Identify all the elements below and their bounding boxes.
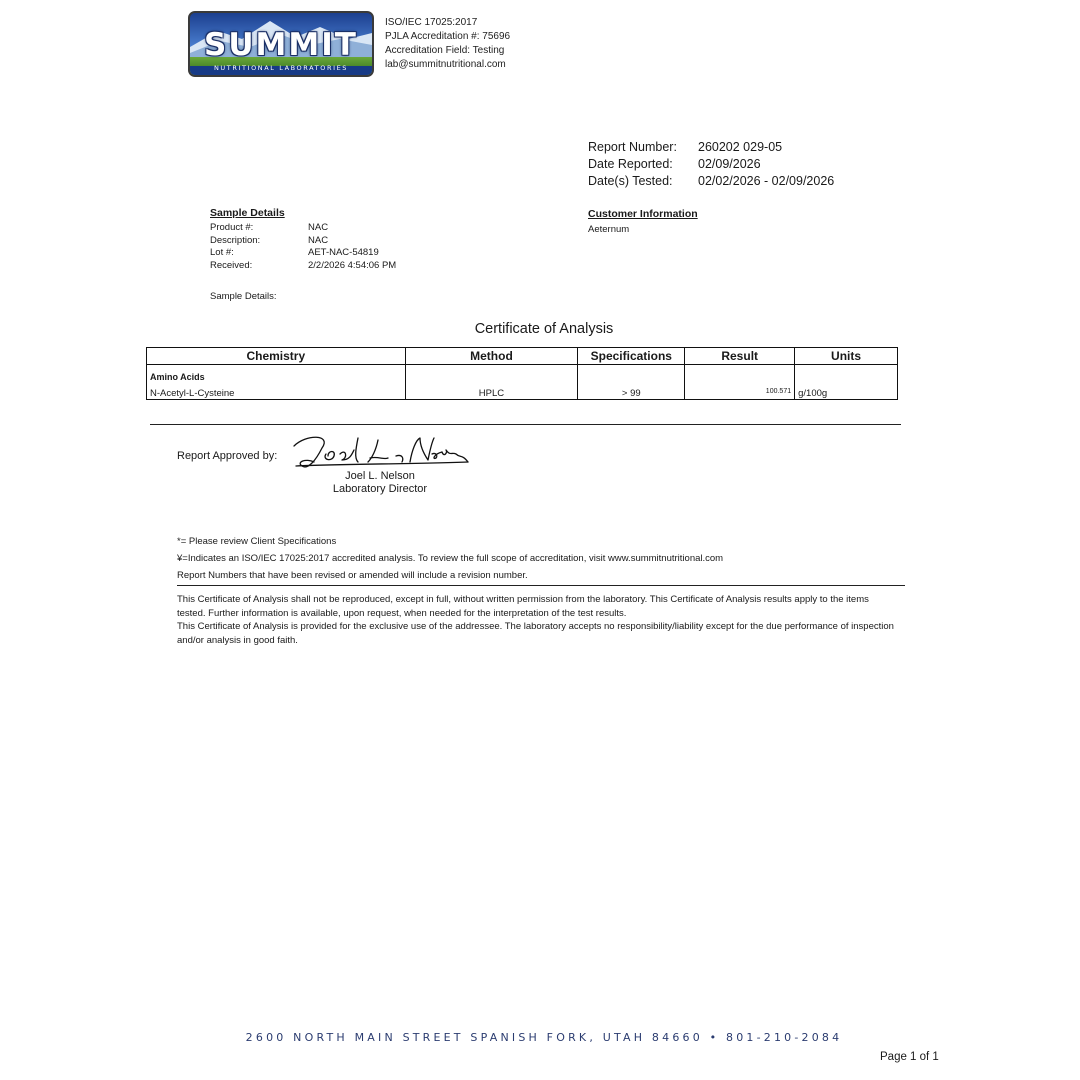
lot-row	[210, 247, 396, 260]
header-units: Units	[795, 348, 898, 365]
header-result: Result	[685, 348, 795, 365]
note-accredited: ¥=Indicates an ISO/IEC 17025:2017 accredited analysis. To review the full scope of accreditation, visit www.summitnutritional.com	[177, 553, 724, 564]
dates-tested: 02/02/2026 - 02/09/2026	[698, 174, 835, 188]
table-header-row	[147, 348, 898, 365]
dates-tested-label: Date(s) Tested:	[588, 174, 673, 188]
signer-name: Joel L. Nelson	[345, 470, 415, 482]
description-label: Description:	[210, 234, 261, 246]
sample-details-note-label: Sample Details:	[210, 291, 277, 302]
divider-top	[150, 424, 901, 425]
table-group-row	[147, 365, 898, 383]
header-method: Method	[405, 348, 578, 365]
legal-disclaimer	[177, 593, 897, 647]
product-label: Product #:	[210, 221, 254, 233]
report-number: 260202 029-05	[698, 140, 783, 154]
description-value: NAC	[308, 234, 329, 246]
lab-email[interactable]: lab@summitnutritional.com	[385, 59, 506, 70]
signer-block	[300, 470, 460, 496]
chemistry-cell: N-Acetyl-L-Cysteine	[147, 382, 406, 400]
results-table	[146, 347, 898, 400]
report-number-label: Report Number:	[588, 140, 677, 154]
signature-icon	[292, 432, 472, 474]
result-value: 100.571	[765, 388, 792, 395]
header-chemistry: Chemistry	[147, 348, 406, 365]
signer-title: Laboratory Director	[332, 483, 428, 495]
summit-logo	[188, 11, 374, 77]
logo-wordmark: SUMMIT	[204, 27, 358, 63]
report-number-row	[588, 139, 834, 156]
method-cell: HPLC	[405, 382, 578, 400]
customer-name: Aeternum	[588, 224, 630, 235]
iso-standard: ISO/IEC 17025:2017	[385, 17, 478, 28]
received-value: 2/2/2026 4:54:06 PM	[308, 260, 397, 272]
customer-information-title: Customer Information	[588, 208, 698, 220]
accreditation-field: Accreditation Field: Testing	[385, 45, 505, 56]
pjla-number: PJLA Accreditation #: 75696	[385, 31, 511, 42]
lot-label: Lot #:	[210, 247, 234, 259]
date-reported-row	[588, 156, 834, 173]
table-row	[147, 382, 898, 400]
logo-tagline: NUTRITIONAL LABORATORIES	[213, 64, 349, 72]
result-cell	[685, 382, 795, 400]
page-number: Page 1 of 1	[880, 1051, 939, 1063]
divider-bottom	[177, 585, 905, 586]
notes	[177, 533, 723, 584]
legal-liability: This Certificate of Analysis is provided for the exclusive use of the addressee. The laboratory accepts no responsibility/liability except for the due performance of inspection and/or analysis in good faith.	[177, 621, 894, 646]
specification-cell: > 99	[578, 382, 685, 400]
received-label: Received:	[210, 260, 253, 272]
lot-value: AET-NAC-54819	[308, 247, 379, 259]
accreditation-info	[385, 16, 510, 72]
date-reported-label: Date Reported:	[588, 157, 673, 171]
product-row	[210, 222, 396, 235]
units-cell: g/100g	[795, 382, 898, 400]
note-revisions: Report Numbers that have been revised or amended will include a revision number.	[177, 570, 528, 581]
legal-reproduction: This Certificate of Analysis shall not be reproduced, except in full, without written permission from the laboratory. This Certificate of Analysis results apply to the items tested. Further information is available, upon request, when needed for the interpretation of the test results.	[177, 594, 869, 619]
product-value: NAC	[308, 221, 329, 233]
note-client-spec: *= Please review Client Specifications	[177, 536, 337, 547]
dates-tested-row	[588, 173, 834, 190]
footer-address: 2600 NORTH MAIN STREET SPANISH FORK, UTAH 84660 • 801-210-2084	[245, 1031, 843, 1044]
approved-by-label: Report Approved by:	[177, 450, 278, 462]
description-row	[210, 235, 396, 248]
customer-information	[588, 207, 698, 237]
certificate-title: Certificate of Analysis	[474, 321, 614, 337]
sample-details-title: Sample Details	[210, 207, 285, 219]
sample-details	[210, 207, 396, 273]
received-row	[210, 260, 396, 273]
group-name: Amino Acids	[147, 365, 406, 383]
header-specifications: Specifications	[578, 348, 685, 365]
date-reported: 02/09/2026	[698, 157, 761, 171]
report-meta	[588, 139, 834, 190]
